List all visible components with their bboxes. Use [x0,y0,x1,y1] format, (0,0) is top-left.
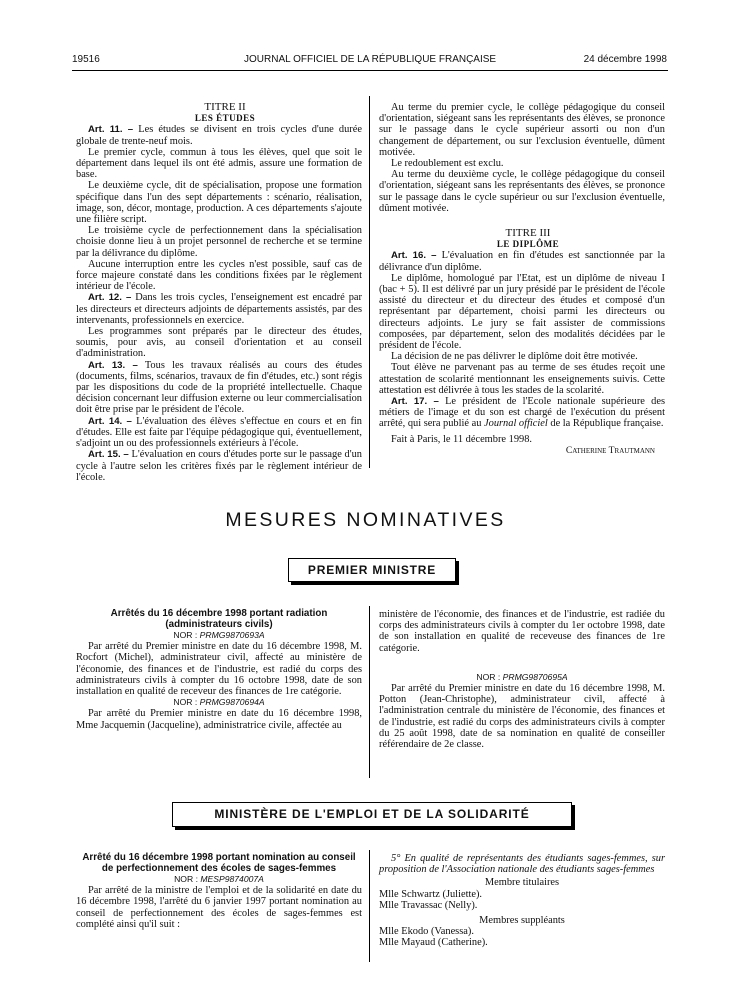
paragraph-text: Le troisième cycle de perfectionnement dans la spécialisation choisie donne lieu à un projet personnel de recherche et se termine par la délivrance du diplôme. [76,225,362,259]
nomination-paragraph: Par arrêté de la ministre de l'emploi et de la solidarité en date du 16 décembre 1998, l'arrêté du 6 janvier 1997 portant nomination au conseil de perfectionnement des écoles de sages-femmes est complété ainsi qu'il suit : [76,885,362,930]
ministere-left [76,853,362,930]
premier-ministre-left [76,609,362,731]
page-number: 19516 [72,54,100,65]
cycle1-paragraph: Au terme du premier cycle, le collège pédagogique du conseil d'orientation, siégeant sans les représentants des élèves, se prononce sur le passage dans le cycle supérieur assorti ou non d'un changement de département, ou sur l'exclusion éventuelle, dûment motivée. [379,102,665,158]
ministere-right [379,853,665,949]
page-header [0,54,731,68]
article-paragraph [76,416,362,450]
titulaire-member: Mlle Schwartz (Juliette). [379,888,483,900]
art16-paragraph: Art. 16. – L'évaluation en fin d'études est sanctionnée par la délivrance d'un diplôme. [379,250,665,273]
ministere-box: MINISTÈRE DE L'EMPLOI ET DE LA SOLIDARITÉ [172,802,572,827]
signature: Catherine Trautmann [565,444,655,456]
article-paragraph [76,292,362,326]
titulaire-member: Mlle Travassac (Nelly). [379,899,478,911]
jacquemin-continued: ministère de l'économie, des finances et de l'industrie, est radiée du corps des administrateurs civils à compter du 1er octobre 1998, date de son installation en qualité de receveuse des finances de 1re catégorie. [379,609,665,654]
paragraph-text: L'évaluation des élèves s'effectue en cours et en fin d'études. Elle est faite par l'équipe pédagogique qui, éventuellement, s'adjoint un ou des professionnels extérieurs à l'école. [76,415,363,450]
issue-date: 24 décembre 1998 [583,54,667,65]
header-rule [72,70,668,71]
article-paragraph [76,124,362,146]
paragraph-text: Dans les trois cycles, l'enseignement est encadré par les directeurs et directeurs adjoints de départements assistés, par des intervenants, professionnels en exercice. [76,292,362,326]
body-paragraph [76,180,362,225]
premier-ministre-right [379,609,665,750]
jacquemin-paragraph: Par arrêté du Premier ministre en date du 16 décembre 1998, Mme Jacquemin (Jacqueline), administratrice civile, affectée au [76,708,362,731]
article-number: Art. 13. – [88,359,138,371]
right-column-top [379,102,665,456]
paragraph-text: Aucune interruption entre les cycles n'est possible, sauf cas de force majeure constaté dans les conditions fixées par le règlement intérieur de l'école. [76,258,362,293]
article-number: Art. 14. – [88,415,132,427]
titulaires-label: Membre titulaires [484,877,560,889]
decree-title: Arrêté du 16 décembre 1998 portant nomination au conseil de perfectionnement des écoles de sages-femmes [82,852,356,874]
nor-reference: NOR : PRMG9870695A [476,671,568,682]
attestation-paragraph: Tout élève ne parvenant pas au terme de ses études reçoit une attestation de scolarité mentionnant les enseignements suivis. Cette attestation est délivrée à tous les stades de la scolarité. [379,362,665,396]
paragraph-text: Les études se divisent en trois cycles d'une durée globale de trente-neuf mois. [76,124,362,147]
titre-ii-section [76,102,362,483]
suppleant-member: Mlle Mayaud (Catherine). [379,937,488,949]
item-5: 5° En qualité de représentants des étudiants sages-femmes, sur proposition de l'Association nationale des étudiants sages-femmes [379,853,665,876]
article-number: Art. 15. – [88,449,129,461]
redoublement-paragraph: Le redoublement est exclu. [391,158,504,170]
body-paragraph [76,147,362,181]
article-number: Art. 11. – [88,124,134,136]
titre-ii-subheading: LES ÉTUDES [194,113,256,124]
titre-iii-heading: TITRE III [505,227,551,240]
column-divider [369,96,370,468]
titre-ii-articles [76,124,362,483]
suppleants-label: Membres suppléants [479,915,565,927]
section-title: MESURES NOMINATIVES [225,509,506,531]
premier-ministre-box: PREMIER MINISTRE [288,558,456,582]
rocfort-paragraph: Par arrêté du Premier ministre en date du 16 décembre 1998, M. Rocfort (Michel), administrateur civil, affecté au ministère de l'économie, des finances et de l'industrie, est radié du corps des administrateurs civils à compter du 16 octobre 1998, date de son installation en qualité de receveur des finances de 1re catégorie. [76,641,362,698]
body-paragraph [76,326,362,360]
column-divider [369,850,370,962]
decree-title: Arrêtés du 16 décembre 1998 portant radiation (administrateurs civils) [110,608,328,630]
titre-iii-subheading: LE DIPLÔME [496,239,560,250]
article-paragraph [76,449,362,483]
body-paragraph [76,225,362,259]
paragraph-text: Le premier cycle, commun à tous les élèves, quel que soit le département dans lequel ils ont été admis, assure une formation de base. [76,146,362,181]
diplome-paragraph: Le diplôme, homologué par l'Etat, est un diplôme de niveau I (bac + 5). Il est délivré par un jury présidé par le président de l'école assisté du directeur et du directeur des études et composé d'un représentant par département, choisi parmi les directeurs ou directeurs adjoints. Le jury se fait assister de commissions composées, par département, selon des modalités décidées par le président de l'école. [379,272,665,352]
suppleant-member: Mlle Ekodo (Vanessa). [379,926,474,938]
paragraph-text: Tous les travaux réalisés au cours des études (documents, films, scénarios, travaux de fin d'études, etc.) sont régis par les dispositions du code de la propriété intellectuelle. Chaque décision concernant leur diffusion externe ou leur commercialisation doit être prise par le président de l'école. [76,359,362,416]
paragraph-text: Les programmes sont préparés par le directeur des études, soumis, pour avis, au conseil d'orientation et au conseil d'administration. [76,326,362,360]
nor-reference: NOR : PRMG9870693A [173,630,265,640]
article-paragraph [76,360,362,416]
nor-reference: NOR : PRMG9870694A [173,697,265,708]
paragraph-text: L'évaluation en cours d'études porte sur le passage d'un cycle à l'autre selon les critères fixés par le règlement intérieur de l'école. [76,449,363,483]
potton-paragraph: Par arrêté du Premier ministre en date du 16 décembre 1998, M. Potton (Jean-Christophe), administrateur civil, affecté à l'administration centrale du ministère de l'économie, des finances et de l'industrie, est radié du corps des administrateurs civils à compter du 25 août 1998, date de sa nomination en qualité de conseiller référendaire de 2e classe. [379,683,665,751]
decision-paragraph: La décision de ne pas délivrer le diplôme doit être motivée. [391,351,638,363]
column-divider [369,606,370,778]
paragraph-text: Le deuxième cycle, dit de spécialisation, propose une formation spécifique dans l'un des sept départements : scénario, réalisation, image, son, décor, montage, production. A ces départements s'ajoute une filière script. [76,180,362,226]
fait-a-paris: Fait à Paris, le 11 décembre 1998. [391,433,533,445]
cycle2-paragraph: Au terme du deuxième cycle, le collège pédagogique du conseil d'orientation, siégeant sans les représentants des élèves, se prononce sur le passage dans le cycle supérieur ou sur l'exclusion éventuelle, dûment motivée. [379,169,665,214]
art17-paragraph: Art. 17. – Le président de l'Ecole nationale supérieure des métiers de l'image et du son est chargé de l'exécution du présent arrêté, qui sera publié au Journal officiel de la République française. [379,396,666,430]
nor-reference: NOR : MESP9874007A [174,874,264,884]
journal-title: JOURNAL OFFICIEL DE LA RÉPUBLIQUE FRANÇAISE [244,54,497,65]
article-number: Art. 12. – [88,292,132,304]
titre-ii-heading: TITRE II [204,101,246,113]
body-paragraph [76,259,362,293]
